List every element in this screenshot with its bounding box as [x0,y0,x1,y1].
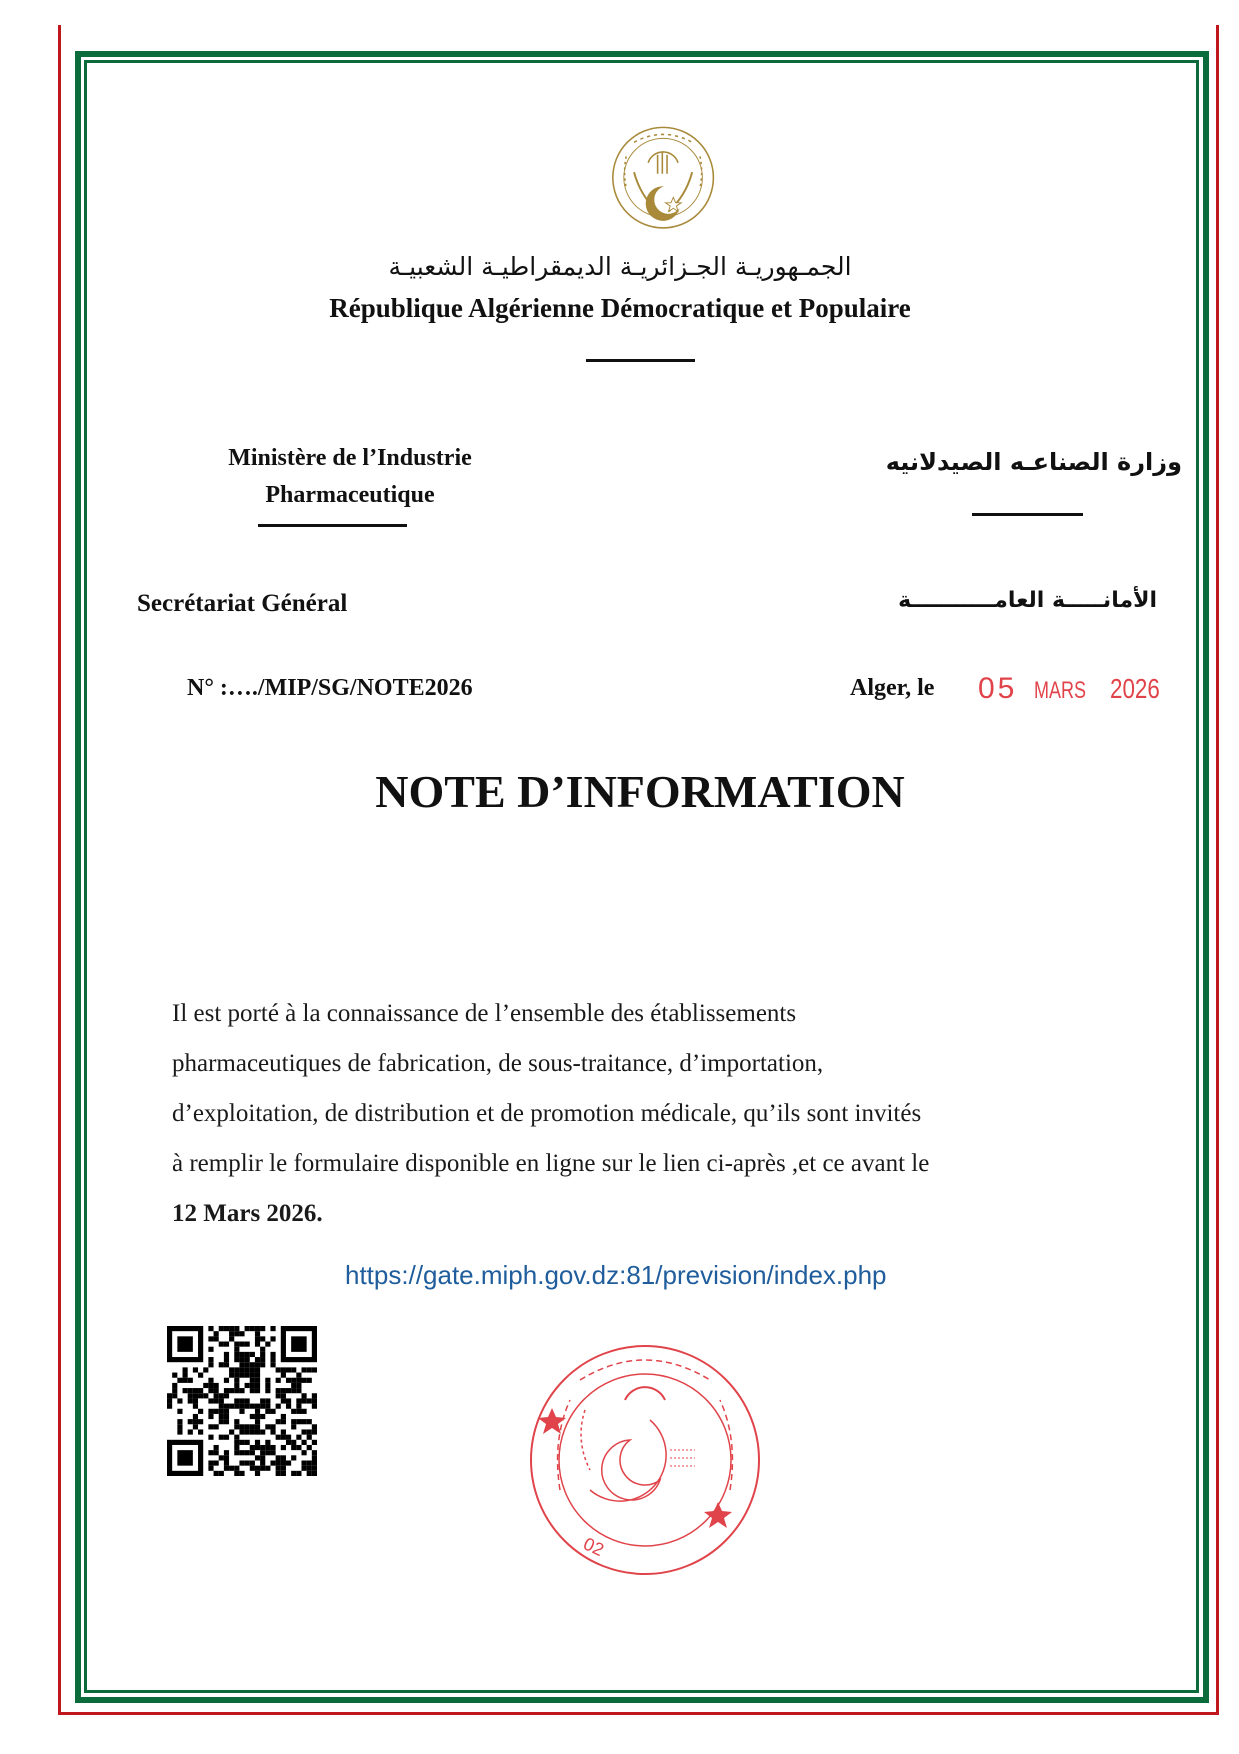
document-title: NOTE D’INFORMATION [375,766,905,817]
ministry-name-line1: Ministère de l’Industrie [228,445,472,471]
frame-red-right [1216,25,1219,1715]
secretariat-french: Secrétariat Général [137,590,348,617]
date-stamp-day: 05 [978,672,1018,705]
date-stamp-month: MARS [1033,677,1086,704]
frame-red-left [58,25,61,1715]
ministry-name-arabic: وزارة الصناعـه الصيدلانيه [885,448,1182,476]
reference-number: N° :…./MIP/SG/NOTE2026 [187,675,473,701]
date-stamp-year: 2026 [1109,673,1160,704]
official-seal-icon [520,1340,770,1580]
republic-name-french: République Algérienne Démocratique et Populaire [329,293,911,323]
republic-name-arabic: الجمـهوريـة الجـزائريـة الديمقراطيـة الشعبيـة [388,252,852,281]
body-line-1: Il est porté à la connaissance de l’ensemble des établissements [172,1000,797,1027]
ministry-name-line2: Pharmaceutique [265,482,435,508]
secretariat-arabic: الأمانـــــة العامـــــــــــة [898,588,1157,613]
ministry-divider-arabic [972,513,1083,516]
deadline-date: 12 Mars 2026. [172,1200,323,1227]
date-place-label: Alger, le [850,675,935,701]
frame-red-bottom [58,1712,1219,1715]
header-divider [586,359,695,362]
ministry-divider-french [258,524,407,527]
body-line-3: d’exploitation, de distribution et de promotion médicale, qu’ils sont invités [172,1100,922,1127]
seal-number: 02 [580,1533,607,1561]
body-paragraph [172,989,1132,1239]
body-line-4: à remplir le formulaire disponible en ligne sur le lien ci-après ,et ce avant le [172,1150,930,1177]
date-stamp [978,672,1172,706]
qr-code-icon[interactable] [167,1326,317,1476]
body-line-2: pharmaceutiques de fabrication, de sous-traitance, d’importation, [172,1050,824,1077]
ministry-name-french [190,440,510,514]
form-link[interactable]: https://gate.miph.gov.dz:81/prevision/index.php [345,1260,887,1290]
national-emblem-icon [596,125,731,235]
